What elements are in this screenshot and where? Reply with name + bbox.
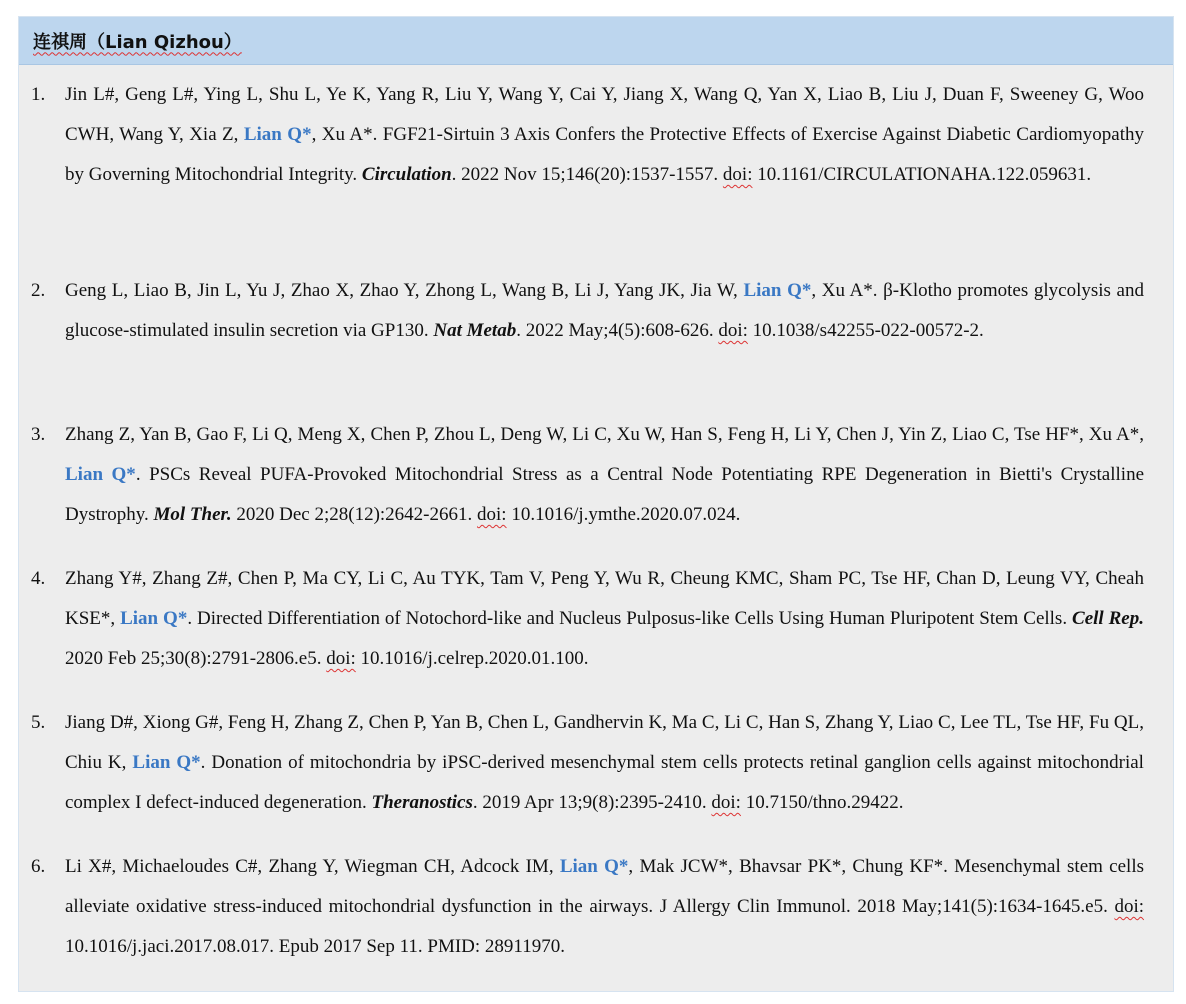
publication-item — [31, 75, 1144, 195]
publication-number: 5. — [31, 712, 46, 733]
publication-citation — [65, 559, 1144, 679]
author-list: Zhang Z, Yan B, Gao F, Li Q, Meng X, Chen P, Zhou L, Deng W, Li C, Xu W, Han S, Feng H, Li Y, Chen J, Yin Z, Liao C, Tse HF*, Xu A*, — [65, 424, 1144, 445]
publication-citation — [65, 847, 1144, 967]
citation-details: 2020 Dec 2;28(12):2642-2661. — [231, 504, 478, 525]
publications-panel — [18, 16, 1174, 992]
author-list: Li X#, Michaeloudes C#, Zhang Y, Wiegman CH, Adcock IM, — [65, 856, 560, 877]
publication-citation — [65, 703, 1144, 823]
publication-number: 1. — [31, 84, 46, 105]
citation-details: . 2019 Apr 13;9(8):2395-2410. — [472, 792, 712, 813]
header-bar — [19, 17, 1173, 65]
publication-item — [31, 703, 1144, 823]
publication-citation — [65, 75, 1144, 195]
journal-name: Nat Metab — [433, 320, 517, 341]
publication-citation — [65, 271, 1144, 351]
publication-item — [31, 847, 1144, 967]
publication-number: 2. — [31, 280, 46, 301]
article-title: FGF21-Sirtuin 3 Axis Confers the Protective Effects of Exercise Against Diabetic Cardiomyopathy by Governing Mitochondrial Integrity. — [65, 124, 1144, 185]
author-list: Zhang Y#, Zhang Z#, Chen P, Ma CY, Li C, Au TYK, Tam V, Peng Y, Wu R, Cheung KMC, Sham PC, Tse HF, Chan D, Leung VY, Cheah KSE*, — [65, 568, 1144, 629]
highlighted-author: Lian Q* — [743, 280, 812, 301]
doi-label: doi: — [711, 792, 741, 813]
author-list: Geng L, Liao B, Jin L, Yu J, Zhao X, Zhao Y, Zhong L, Wang B, Li J, Yang JK, Jia W, — [65, 280, 744, 301]
author-list-tail: . — [200, 752, 212, 773]
article-title: Directed Differentiation of Notochord-like and Nucleus Pulposus-like Cells Using Human Pluripotent Stem Cells. — [197, 608, 1073, 629]
doi-label: doi: — [477, 504, 507, 525]
highlighted-author: Lian Q* — [559, 856, 629, 877]
doi-label: doi: — [722, 164, 753, 185]
article-title: β-Klotho promotes glycolysis and glucose-stimulated insulin secretion via GP130. — [65, 280, 1144, 341]
publication-item — [31, 271, 1144, 351]
publication-item — [31, 415, 1144, 535]
highlighted-author: Lian Q* — [65, 464, 136, 485]
journal-name: Cell Rep. — [1072, 608, 1144, 629]
journal-name: Circulation — [361, 164, 452, 185]
publication-item — [31, 559, 1144, 679]
doi-value: 10.1016/j.celrep.2020.01.100. — [355, 648, 589, 669]
journal-name: Mol Ther. — [153, 504, 232, 525]
citation-details: 2020 Feb 25;30(8):2791-2806.e5. — [65, 648, 327, 669]
citation-details: . 2022 May;4(5):608-626. — [516, 320, 719, 341]
article-title: Donation of mitochondria by iPSC-derived mesenchymal stem cells protects retinal ganglion cells against mitochondrial complex I defect-induced degeneration. — [65, 752, 1144, 813]
author-heading: 连祺周（Lian Qizhou） — [33, 31, 242, 53]
author-list-tail: , Mak JCW*, Bhavsar PK*, Chung KF*. — [628, 856, 955, 877]
publication-number: 6. — [31, 856, 46, 877]
highlighted-author: Lian Q* — [120, 608, 188, 629]
doi-value: 10.1161/CIRCULATIONAHA.122.059631. — [752, 164, 1092, 185]
citation-details: . 2022 Nov 15;146(20):1537-1557. — [451, 164, 723, 185]
publication-number: 3. — [31, 424, 46, 445]
author-list-tail: . — [187, 608, 198, 629]
author-list-tail: . — [135, 464, 150, 485]
highlighted-author: Lian Q* — [132, 752, 201, 773]
doi-label: doi: — [326, 648, 356, 669]
article-title: PSCs Reveal PUFA-Provoked Mitochondrial Stress as a Central Node Potentiating RPE Degeneration in Bietti's Crystalline Dystrophy. — [65, 464, 1145, 525]
author-list: Jin L#, Geng L#, Ying L, Shu L, Ye K, Yang R, Liu Y, Wang Y, Cai Y, Jiang X, Wang Q, Yan X, Liao B, Liu J, Duan F, Sweeney G, Woo CWH, Wang Y, Xia Z, — [65, 84, 1144, 145]
author-list-tail: , Xu A*. — [811, 280, 884, 301]
doi-label: doi: — [718, 320, 748, 341]
publication-citation — [65, 415, 1144, 535]
author-list-tail: , Xu A*. — [311, 124, 383, 145]
doi-value: 10.1038/s42255-022-00572-2. — [747, 320, 984, 341]
doi-label: doi: — [1114, 896, 1144, 917]
highlighted-author: Lian Q* — [243, 124, 312, 145]
doi-value: 10.7150/thno.29422. — [740, 792, 904, 813]
article-title: Mesenchymal stem cells alleviate oxidative stress-induced mitochondrial dysfunction in the airways. J Allergy Clin Immunol. 2018 May;141(5):1634-1645.e5. — [65, 856, 1144, 917]
journal-name: Theranostics — [371, 792, 473, 813]
publication-number: 4. — [31, 568, 46, 589]
doi-value: 10.1016/j.jaci.2017.08.017. Epub 2017 Sep 11. PMID: 28911970. — [65, 936, 565, 957]
doi-value: 10.1016/j.ymthe.2020.07.024. — [506, 504, 741, 525]
author-list: Jiang D#, Xiong G#, Feng H, Zhang Z, Chen P, Yan B, Chen L, Gandhervin K, Ma C, Li C, Han S, Zhang Y, Liao C, Lee TL, Tse HF, Fu QL, Chiu K, — [65, 712, 1144, 773]
